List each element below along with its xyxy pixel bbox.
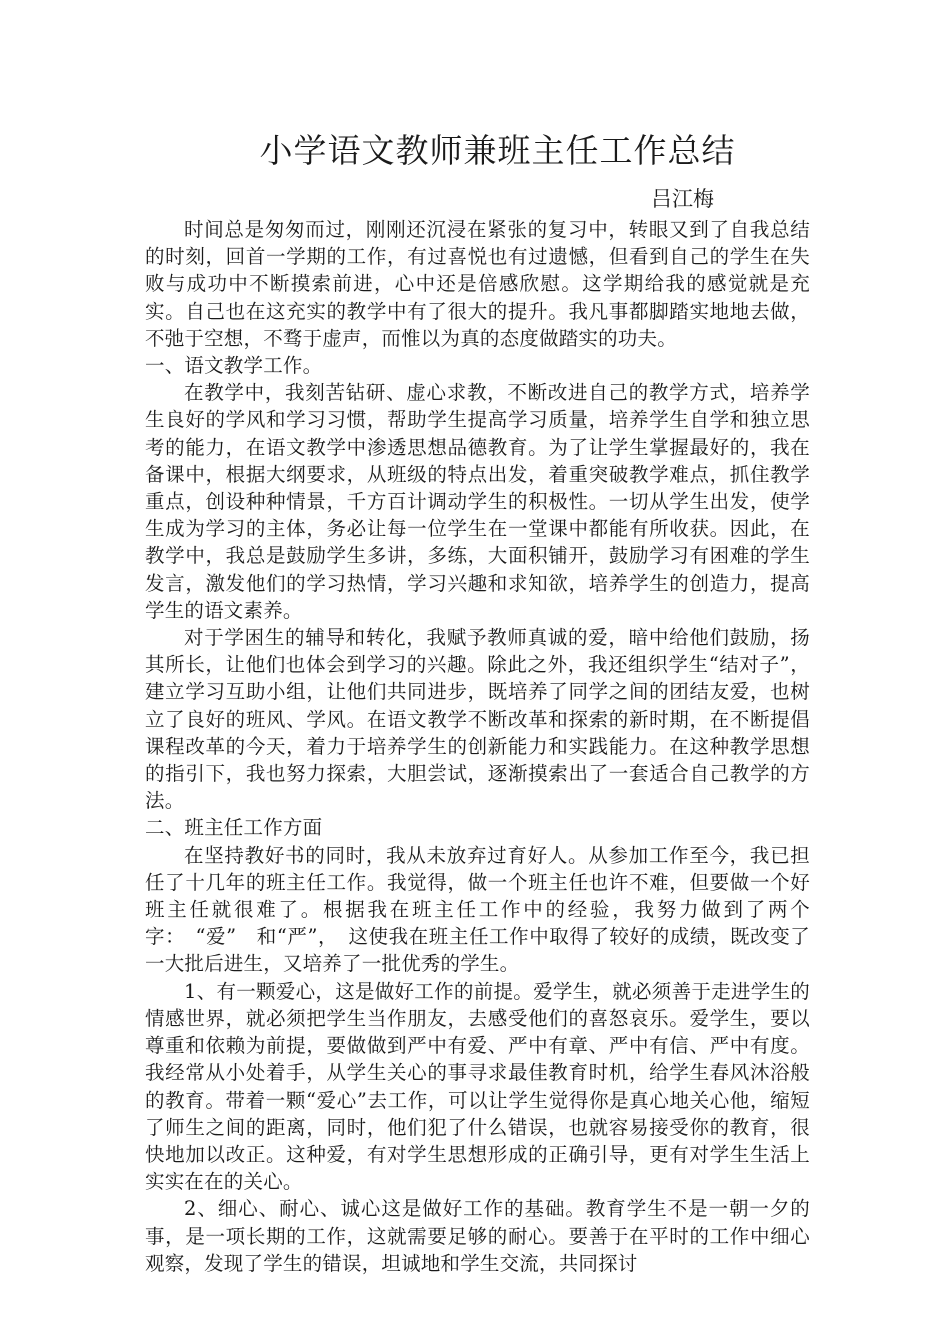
document-title: 小学语文教师兼班主任工作总结 [259,131,736,170]
class-teacher-paragraph-3: 2、细心、耐心、诚心这是做好工作的基础。教育学生不是一朝一夕的事，是一项长期的工作，这就需要足够的耐心。要善于在平时的工作中细心观察，发现了学生的错误，坦诚地和学生交流，共同探讨 [145,1197,810,1275]
class-teacher-paragraph-2: 1、有一颗爱心，这是做好工作的前提。爱学生，就必须善于走进学生的情感世界，就必须把学生当作朋友，去感受他们的喜怒哀乐。爱学生，要以尊重和依赖为前提，要做做到严中有爱、严中有章、严中有信、严中有度。我经常从小处着手，从学生关心的事寻求最佳教育时机，给学生春风沐浴般的教育。带着一颗“爱心”去工作，可以让学生觉得你是真心地关心他，缩短了师生之间的距离，同时，他们犯了什么错误，也就容易接受你的教育，很快地加以改正。这种爱，有对学生思想形成的正确引导，更有对学生生活上实实在在的关心。 [145,979,810,1194]
section-heading-class-teacher: 二、班主任工作方面 [145,816,323,840]
document-page [145,128,810,1277]
teaching-paragraph-1: 在教学中，我刻苦钻研、虚心求教，不断改进自己的教学方式，培养学生良好的学风和学习习惯，帮助学生提高学习质量，培养学生自学和独立思考的能力，在语文教学中渗透思想品德教育。为了让学生掌握最好的，我在备课中，根据大纲要求，从班级的特点出发，着重突破教学难点，抓住教学重点，创设种种情景，千方百计调动学生的积极性。一切从学生出发，使学生成为学习的主体，务必让每一位学生在一堂课中都能有所收获。因此，在教学中，我总是鼓励学生多讲，多练，大面积铺开，鼓励学习有困难的学生发言，激发他们的学习热情，学习兴趣和求知欲，培养学生的创造力，提高学生的语文素养。 [145,381,810,622]
section-heading-teaching: 一、语文教学工作。 [145,354,323,378]
teaching-paragraph-2: 对于学困生的辅导和转化，我赋予教师真诚的爱，暗中给他们鼓励，扬其所长，让他们也体会到学习的兴趣。除此之外，我还组织学生“结对子”，建立学习互助小组，让他们共同进步，既培养了同学之间的团结友爱，也树立了良好的班风、学风。在语文教学不断改革和探索的新时期，在不断提倡课程改革的今天，着力于培养学生的创新能力和实践能力。在这种教学思想的指引下，我也努力探索，大胆尝试，逐渐摸索出了一套适合自己教学的方法。 [145,626,810,813]
author-name: 吕江梅 [651,187,714,211]
class-teacher-paragraph-1: 在坚持教好书的同时，我从未放弃过育好人。从参加工作至今，我已担任了十几年的班主任工作。我觉得，做一个班主任也许不难，但要做一个好班主任就很难了。根据我在班主任工作中的经验，我努力做到了两个字： “爱” 和“严”， 这使我在班主任工作中取得了较好的成绩，既改变了一大批后进生，又培养了一批优秀的学生。 [145,843,810,976]
intro-paragraph: 时间总是匆匆而过，刚刚还沉浸在紧张的复习中，转眼又到了自我总结的时刻，回首一学期的工作，有过喜悦也有过遗憾，但看到自己的学生在失败与成功中不断摸索前进，心中还是倍感欣慰。这学期给我的感觉就是充实。自己也在这充实的教学中有了很大的提升。我凡事都脚踏实地地去做，不弛于空想，不骛于虚声，而惟以为真的态度做踏实的功夫。 [145,218,810,350]
